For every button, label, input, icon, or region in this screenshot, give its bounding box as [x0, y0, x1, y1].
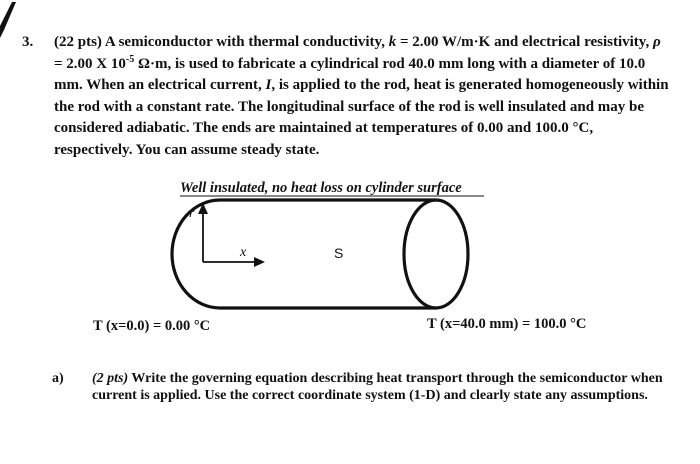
x-axis-arrowhead	[254, 257, 265, 267]
problem-text-4: Ω·m, is used to fabricate a cylindrical rod 40.0 mm long with a diameter of 10.0 mm. When an electrical current,	[54, 55, 646, 94]
part-a-label: a)	[52, 371, 64, 386]
right-boundary-temperature: T (x=40.0 mm) = 100.0 °C	[427, 316, 587, 332]
source-label: S	[334, 245, 344, 261]
problem-text-2: = 2.00 W/m·K and electrical resistivity,	[396, 34, 653, 50]
problem-text-3: = 2.00 X 10	[54, 55, 126, 72]
part-a-points: (2 pts)	[92, 371, 129, 386]
r-axis-label: r	[189, 206, 195, 221]
cylinder-end-face	[404, 200, 468, 308]
part-a-body	[92, 370, 672, 404]
problem-text-1: A semiconductor with thermal conductivity,	[101, 34, 389, 50]
problem-points: (22 pts)	[54, 34, 102, 50]
diagram-caption: Well insulated, no heat loss on cylinder surface	[180, 180, 462, 196]
pen-stroke-mark	[0, 2, 16, 38]
x-axis-label: x	[240, 245, 247, 260]
exponent: -5	[125, 53, 135, 65]
current-symbol: I	[265, 77, 272, 94]
part-a	[52, 370, 672, 404]
left-boundary-temperature: T (x=0.0) = 0.00 °C	[93, 318, 211, 334]
problem-number: 3.	[22, 34, 34, 50]
k-symbol: k	[388, 34, 397, 50]
problem-text-5: , is applied to the rod, heat is generated homogeneously within the rod with a constant rate. The longitudinal surface of the rod is well insulated and may be considered adiabatic. The ends are maintained at temperatures of 0.00 and 100.0 °C, respectively. You can assume steady state.	[54, 77, 669, 158]
cylinder-body	[172, 200, 436, 308]
rho-symbol: ρ	[652, 34, 661, 50]
part-a-text: Write the governing equation describing heat transport through the semiconductor when current is applied. Use the correct coordinate system (1-D) and clearly state any assumptions.	[92, 371, 663, 403]
